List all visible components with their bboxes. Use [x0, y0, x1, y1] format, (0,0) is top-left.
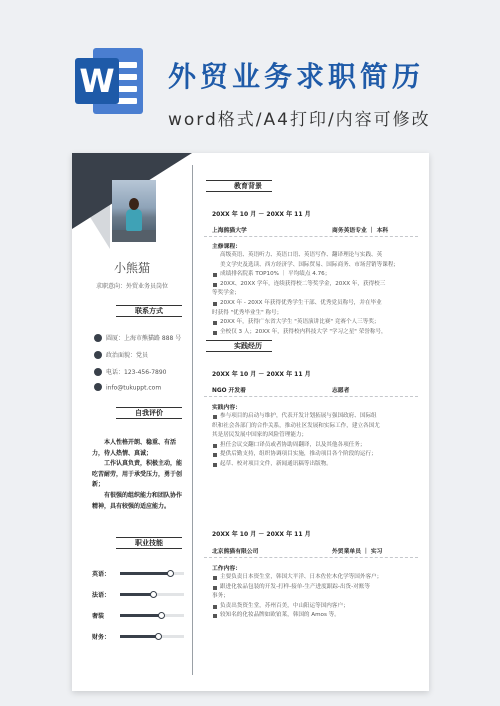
skill-level-marker	[155, 633, 162, 640]
experience-org: 北京熊猫有限公司	[212, 549, 259, 555]
list-item: 20XX 年 - 20XX 年获得优秀学生干部、优秀党员称号，并在毕业	[212, 299, 418, 309]
experience-org-row	[212, 385, 412, 394]
course-title: 主修课程：	[212, 244, 241, 250]
experience-list	[212, 573, 418, 621]
list-item: 20XX、20XX 学年，连续获得校二等奖学金，20XX 年，获得校三	[212, 280, 418, 290]
column-divider	[192, 165, 193, 675]
experience-date: 20XX 年 10 月 － 20XX 年 11 月	[212, 371, 311, 378]
skill-row	[92, 611, 186, 621]
page-title: 外贸业务求职简历	[168, 60, 425, 93]
job-intent: 求职意向：外贸业务员岗位	[95, 283, 168, 290]
skill-label: 财务：	[92, 634, 111, 641]
course-list	[212, 251, 418, 337]
self-evaluation	[92, 438, 184, 512]
list-item: 担任会议交翻口译员或者协助周翻译，以及其他各项任务；	[212, 441, 418, 451]
list-item: 跟进化妆品包装的开发-打样-接单-生产进度跟踪-出货-对账等	[212, 583, 418, 593]
evaluation-paragraph: 有很强的组织能力和团队协作精神，具有较强的适应能力。	[92, 491, 183, 510]
evaluation-paragraph: 本人性格开朗、稳重、有活力，待人热情、真诚；	[92, 439, 177, 457]
skill-bar	[120, 635, 184, 638]
experience-org-row	[212, 546, 412, 555]
list-item: 全校仅 3 人；20XX 年，获得校内科技大学 "学习之星" 荣誉称号，	[212, 328, 418, 338]
list-item: 成绩排名院系 TOP10% ｜ 平均绩点 4.76；	[212, 270, 418, 280]
word-document-icon	[75, 48, 145, 114]
skill-level-marker	[150, 591, 157, 598]
list-item: 负责出货资生堂，苏州百美，中山阳运等国内客户；	[212, 602, 418, 612]
section-title-contact: 联系方式	[116, 305, 182, 317]
profile-photo	[112, 180, 156, 242]
skill-level-marker	[167, 570, 174, 577]
skill-bar	[120, 572, 184, 575]
course-line: 美文学史及选读、西方经济学、国际贸易、国际商务、市场营销等课程；	[220, 261, 400, 268]
candidate-name: 小熊猫	[113, 261, 150, 275]
skill-level-marker	[158, 612, 165, 619]
resume-page	[72, 153, 429, 691]
list-item-continuation: 等奖学金；	[212, 290, 240, 297]
list-item: 起草、校对项目文件，新闻通讯稿等出版物。	[212, 460, 418, 470]
promo-header	[0, 0, 500, 140]
list-item-continuation: 事务；	[212, 593, 229, 600]
list-item-continuation: 其是居民发展中国家的风险管理能力；	[212, 432, 308, 439]
education-school-row	[212, 225, 412, 234]
phone-icon	[94, 368, 102, 376]
location-icon	[94, 334, 102, 342]
contact-phone: 电话：123-456-7890	[94, 367, 167, 377]
experience-role: 外贸業单员 ｜ 实习	[332, 549, 383, 555]
user-icon	[94, 351, 102, 359]
list-item: 较知名的化妆品牌如欧铂莱，韩国的 Amos 等。	[212, 611, 418, 621]
skill-label: 奢装	[92, 613, 105, 620]
skill-row	[92, 569, 186, 579]
content-title: 工作内容：	[212, 566, 241, 572]
dashed-divider	[204, 396, 418, 397]
section-title-education: 教育背景	[206, 180, 272, 192]
education-major: 商务英语专业 ｜ 本科	[332, 228, 389, 234]
content-title: 实践内容：	[212, 405, 241, 411]
contact-email: info@tukuppt.com	[94, 384, 161, 392]
contact-address: 圆厦：上海市熊猫路 888 号	[94, 333, 181, 343]
school-name: 上海熊猫大学	[212, 228, 247, 234]
education-date: 20XX 年 10 月 － 20XX 年 11 月	[212, 211, 311, 218]
skill-bar	[120, 614, 184, 617]
evaluation-paragraph: 工作认真负责，积极主动，能吃苦耐劳，用于承受压力，勇于创新；	[92, 460, 183, 489]
list-item: 主要负责日本资生堂，韩国大平洋、日本佐佐木化学等国外客户；	[212, 573, 418, 583]
skill-label: 英语：	[92, 571, 111, 578]
list-item-continuation: 织和社会各部门的合作关系，推动社区发展和实际工作，建立各国尤	[212, 422, 380, 429]
dashed-divider	[204, 557, 418, 558]
word-icon-letter: W	[75, 58, 119, 104]
section-title-experience: 实践经历	[206, 340, 272, 352]
mail-icon	[94, 383, 102, 391]
skill-row	[92, 632, 186, 642]
section-title-evaluation: 自我评价	[116, 407, 182, 419]
course-line: 高级英语、英语听力、英语口语、英语写作、翻译理论与实践、英	[220, 252, 383, 258]
contact-politics: 政治面貌：党员	[94, 350, 148, 360]
list-item: 参与项目的启动与维护，代表开发计划拓展与强国政府、国际组	[212, 412, 418, 422]
skill-label: 法语：	[92, 592, 111, 599]
experience-date: 20XX 年 10 月 － 20XX 年 11 月	[212, 531, 311, 538]
section-title-skills: 职业技能	[116, 537, 182, 549]
resume-left-column	[72, 153, 192, 691]
list-item: 20XX 年，获得广东省大学生 "英语演讲比赛" 竞赛个人三等奖；	[212, 318, 418, 328]
list-item-continuation: 时获得 "优秀毕业生" 称号；	[212, 309, 283, 316]
list-item: 提供后勤支持，组织协调项目实施，推动项目各个阶段的运行；	[212, 450, 418, 460]
page-subtitle: word格式/A4打印/内容可修改	[168, 110, 431, 130]
dashed-divider	[204, 236, 418, 237]
experience-org: NGO 开发着	[212, 388, 246, 394]
skill-row	[92, 590, 186, 600]
experience-list	[212, 412, 418, 470]
skill-bar	[120, 593, 184, 596]
experience-role: 志愿者	[332, 388, 350, 394]
